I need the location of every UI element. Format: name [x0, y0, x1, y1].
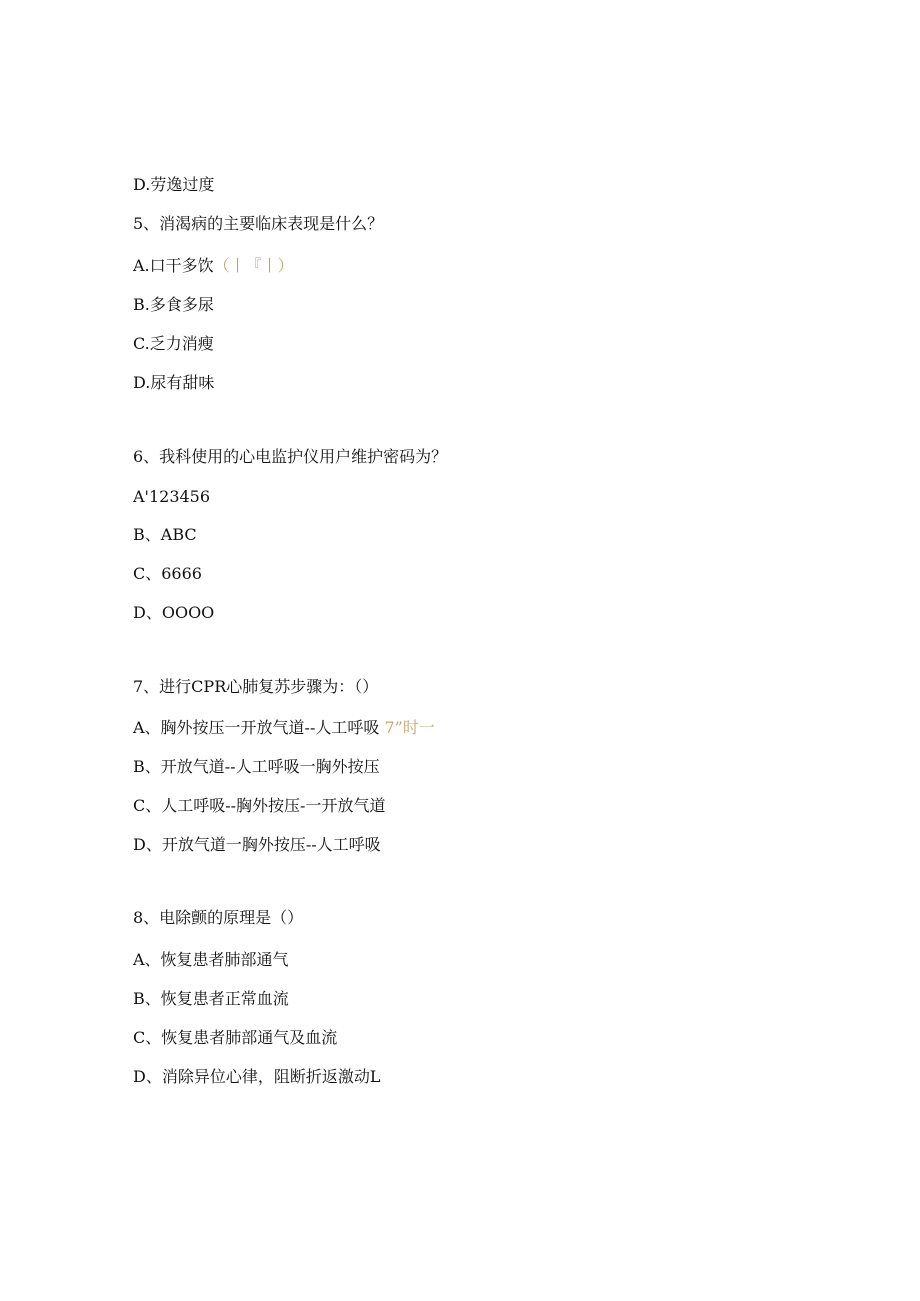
q6-option-a: A'123456: [133, 487, 211, 506]
q5-question: 5、消渴病的主要临床表现是什么？: [133, 214, 384, 233]
q6-option-d: D、OOOO: [133, 603, 215, 622]
q7-option-d: D、开放气道一胸外按压--人工呼吸: [133, 835, 381, 854]
q4-option-d: D.劳逸过度: [133, 175, 215, 194]
q8-question: 8、电除颤的原理是（）: [133, 908, 304, 927]
q7-option-a-text: A、胸外按压一开放气道--人工呼吸: [133, 718, 380, 737]
q5-option-d: D.尿有甜味: [133, 373, 215, 392]
q5-option-c: C.乏力消瘦: [133, 334, 214, 353]
q7-question: 7、进行CPR心肺复苏步骤为：（）: [133, 677, 379, 696]
q5-option-a-mark: （丨『丨）: [213, 256, 294, 275]
q7-option-a-mark: 7”时一: [384, 718, 435, 737]
q6-question: 6、我科使用的心电监护仪用户维护密码为？: [133, 447, 448, 466]
q5-option-a-text: A.口干多饮: [133, 256, 214, 275]
q5-option-a: [133, 256, 294, 276]
q8-option-c: C、恢复患者肺部通气及血流: [133, 1028, 338, 1047]
q6-option-b: B、ABC: [133, 525, 197, 544]
q6-option-c: C、6666: [133, 564, 202, 583]
q7-option-b: B、开放气道--人工呼吸一胸外按压: [133, 757, 380, 776]
q8-option-b: B、恢复患者正常血流: [133, 989, 289, 1008]
q8-option-a: A、恢复患者肺部通气: [133, 950, 289, 969]
q8-option-d: D、消除异位心律，阻断折返激动L: [133, 1067, 381, 1086]
q5-option-b: B.多食多尿: [133, 295, 214, 314]
q7-option-a: [133, 718, 435, 738]
q7-option-c: C、人工呼吸--胸外按压-一开放气道: [133, 796, 386, 815]
